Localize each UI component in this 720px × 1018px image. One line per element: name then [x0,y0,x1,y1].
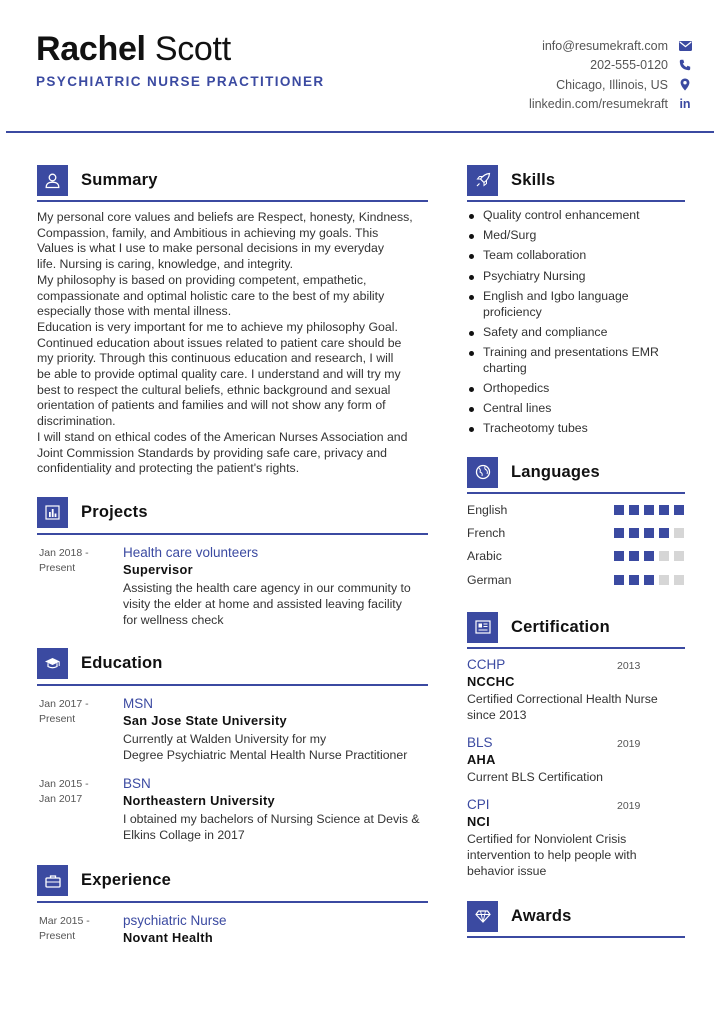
certification-entry [467,797,685,879]
skill-item: English and Igbo language proficiency [467,289,685,321]
level-dot-filled [629,505,639,515]
language-row [467,568,685,591]
summary-line: orientation of patients and families and will not show any form of [37,398,386,413]
graduation-cap-icon [37,648,68,679]
languages-list [467,498,685,591]
description-line: Certified for Nonviolent Crisis [467,832,627,847]
certification-description [467,831,685,879]
contact-linkedin[interactable] [392,95,692,115]
experience-entry [37,913,428,946]
language-row [467,521,685,544]
experience-header [37,865,428,897]
certification-name: CCHP [467,657,506,673]
globe-icon [467,457,498,488]
summary-line: Compassion, family, and Ambitious in achieving my goals. This [37,225,379,240]
certification-divider [467,647,685,649]
skill-item: Team collaboration [467,248,685,264]
experience-divider [37,901,428,903]
entry-title: BSN [123,775,151,791]
language-level-dots [614,505,684,515]
entry-title: Health care volunteers [123,544,259,560]
skill-item: Quality control enhancement [467,208,685,224]
education-entry [37,776,428,843]
level-dot-filled [644,528,654,538]
entry-description [123,580,428,628]
summary-line: Education is very important for me to achieve my philosophy Goal. [37,319,398,334]
awards-header [467,900,685,932]
level-dot-filled [614,505,624,515]
skills-divider [467,200,685,202]
location-pin-icon [678,78,692,92]
description-line: Certified Correctional Health Nurse [467,692,658,707]
education-section [37,648,428,843]
certification-issuer: AHA [467,752,496,768]
summary-line: My personal core values and beliefs are Respect, honesty, Kindness, [37,210,413,224]
candidate-name [36,30,231,69]
summary-text [37,210,428,477]
certification-year: 2019 [617,738,641,751]
certification-name: BLS [467,735,493,751]
date-end: Present [39,561,76,574]
description-line: Currently at Walden University for my [123,731,327,746]
entry-organization: Novant Health [123,929,213,945]
education-entry [37,696,428,763]
description-line: behavior issue [467,864,547,879]
certification-title: Certification [511,617,610,636]
education-title: Education [81,654,163,673]
job-title: PSYCHIATRIC NURSE PRACTITIONER [36,74,325,89]
certification-entry [467,735,685,785]
projects-title: Projects [81,503,148,522]
awards-section [467,900,685,938]
entry-title: psychiatric Nurse [123,912,227,928]
last-name: Scott [154,30,231,68]
projects-header [37,497,428,529]
summary-line: confidentiality and protecting the patient's rights. [37,461,300,476]
language-name: Arabic [467,549,502,564]
description-line: since 2013 [467,708,527,723]
skill-item: Psychiatry Nursing [467,269,685,285]
education-divider [37,684,428,686]
contact-email[interactable] [392,36,692,56]
date-start: Jan 2017 - [39,697,89,710]
certification-issuer: NCCHC [467,674,515,690]
date-start: Mar 2015 - [39,914,90,927]
entry-description [123,731,428,763]
date-end: Present [39,712,76,725]
entry-organization: San Jose State University [123,712,287,728]
description-line: Degree Psychiatric Mental Health Nurse Practitioner [123,747,408,762]
summary-line: be able to provide optimal quality care. I understand and will try my [37,367,401,382]
entry-date [37,545,123,628]
languages-header [467,456,685,488]
summary-line: Continued education about issues related to patient care should be [37,335,402,350]
certification-name: CPI [467,797,490,813]
contact-phone[interactable] [392,56,692,76]
entry-description [123,811,428,843]
summary-line: compassionate and optimal holistic care to the best of my ability [37,288,385,303]
level-dot-filled [629,551,639,561]
briefcase-icon [37,865,68,896]
level-dot-filled [629,575,639,585]
entry-date [37,913,123,946]
summary-line: My philosophy is based on providing competent, empathetic, [37,272,367,287]
description-line: Current BLS Certification [467,770,604,785]
level-dot-empty [674,551,684,561]
rocket-icon [467,165,498,196]
certification-entry [467,657,685,723]
email-icon [678,39,692,53]
description-line: visity the elder at home and assisted leaving facility [123,596,402,611]
entry-title: MSN [123,695,153,711]
level-dot-filled [659,528,669,538]
experience-section [37,865,428,946]
language-level-dots [614,575,684,585]
summary-line: discrimination. [37,414,116,429]
language-level-dots [614,551,684,561]
left-column [37,164,428,946]
summary-line: especially those with mental illness. [37,304,232,319]
diamond-icon [467,901,498,932]
contact-phone-text: 202-555-0120 [590,58,668,73]
description-line: intervention to help people with [467,848,637,863]
level-dot-filled [644,551,654,561]
right-column [467,164,685,938]
summary-divider [37,200,428,202]
level-dot-filled [614,575,624,585]
projects-section [37,497,428,628]
first-name: Rachel [36,30,146,68]
linkedin-icon: in [679,97,691,112]
certification-description [467,691,685,723]
language-row [467,545,685,568]
level-dot-filled [614,551,624,561]
certification-section [467,611,685,879]
languages-section [467,456,685,591]
level-dot-filled [629,528,639,538]
education-header [37,648,428,680]
summary-line: Joint Commission Standards by providing safe care, privacy and [37,445,387,460]
contact-block [392,36,692,114]
user-icon [37,165,68,196]
skills-section [467,164,685,437]
level-dot-empty [659,551,669,561]
date-end: Present [39,929,76,942]
skill-item: Tracheotomy tubes [467,421,685,437]
summary-line: Values is what I use to make personal decisions in my everyday [37,241,384,256]
summary-line: my priority. Through this continuous education and research, I will [37,351,394,366]
skill-item: Med/Surg [467,228,685,244]
entry-date [37,696,123,763]
header-divider [6,131,714,133]
phone-icon [678,58,692,72]
certification-year: 2013 [617,660,641,673]
date-start: Jan 2018 - [39,546,89,559]
skills-header [467,164,685,196]
level-dot-empty [659,575,669,585]
summary-line: life. Nursing is caring, knowledge, and integrity. [37,257,294,272]
awards-title: Awards [511,906,572,925]
description-line: for wellness check [123,612,224,627]
certification-issuer: NCI [467,814,490,830]
contact-location-text: Chicago, Illinois, US [556,77,668,92]
language-row [467,498,685,521]
level-dot-filled [644,575,654,585]
skill-item: Orthopedics [467,381,685,397]
description-line: Elkins Collage in 2017 [123,827,245,842]
contact-email-text: info@resumekraft.com [542,38,668,53]
language-name: English [467,502,508,517]
language-name: French [467,526,506,541]
entry-organization: Northeastern University [123,792,275,808]
summary-title: Summary [81,170,158,189]
summary-line: I will stand on ethical codes of the American Nurses Association and [37,429,408,444]
description-line: I obtained my bachelors of Nursing Science at Devis & [123,811,420,826]
date-start: Jan 2015 - [39,777,89,790]
skills-list [467,208,685,437]
contact-linkedin-text: linkedin.com/resumekraft [529,97,668,112]
level-dot-empty [674,528,684,538]
skills-title: Skills [511,170,556,189]
skill-item: Safety and compliance [467,325,685,341]
date-end: Jan 2017 [39,792,83,805]
certificate-icon [467,612,498,643]
language-name: German [467,572,512,587]
chart-icon [37,497,68,528]
level-dot-empty [674,575,684,585]
entry-date [37,776,123,843]
summary-header [37,164,428,196]
contact-location [392,75,692,95]
level-dot-filled [614,528,624,538]
languages-title: Languages [511,462,600,481]
experience-title: Experience [81,871,172,890]
skill-item: Training and presentations EMR charting [467,345,685,377]
projects-divider [37,533,428,535]
level-dot-filled [644,505,654,515]
description-line: Assisting the health care agency in our community to [123,580,411,595]
awards-divider [467,936,685,938]
summary-section [37,164,428,477]
level-dot-filled [659,505,669,515]
certification-header [467,611,685,643]
language-level-dots [614,528,684,538]
languages-divider [467,492,685,494]
skill-item: Central lines [467,401,685,417]
summary-line: best to respect the cultural beliefs, ethnic background and sexual [37,382,391,397]
project-entry [37,545,428,628]
level-dot-filled [674,505,684,515]
certification-year: 2019 [617,800,641,813]
certification-description [467,769,685,785]
entry-organization: Supervisor [123,561,193,577]
